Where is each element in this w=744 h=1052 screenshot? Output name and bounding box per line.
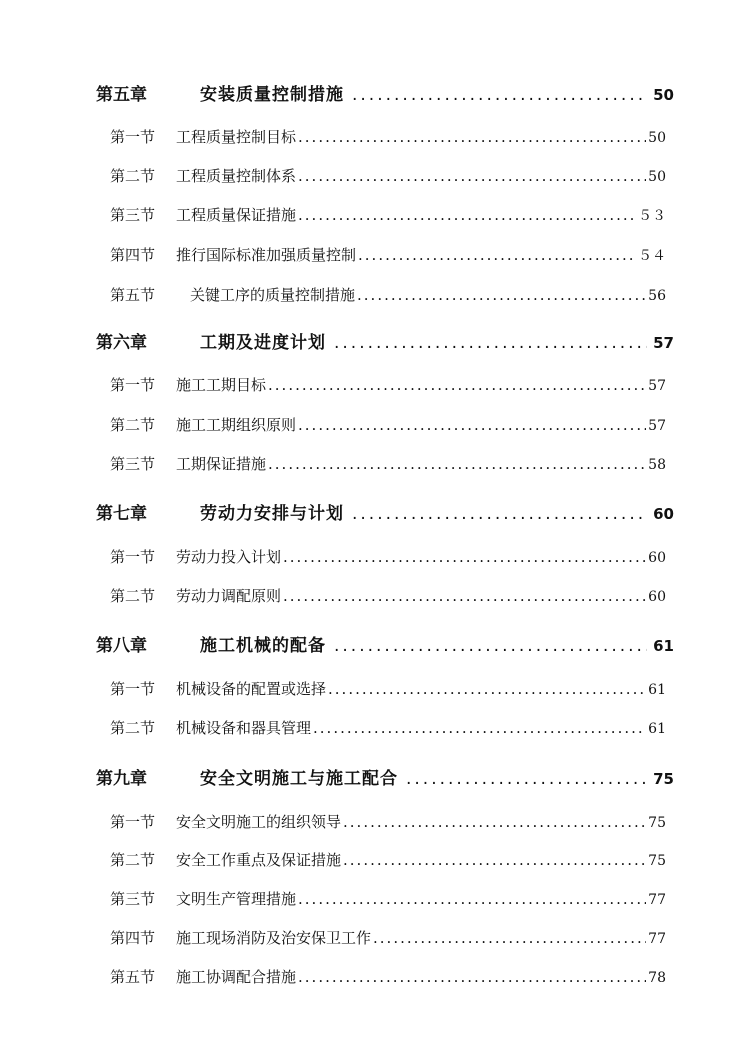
- page-number: 50: [653, 86, 674, 104]
- section-number: 第五节: [110, 286, 156, 304]
- section-number: 第三节: [110, 890, 156, 908]
- dot-leader: [352, 85, 647, 105]
- dot-leader: [298, 890, 646, 908]
- page-number: ５３: [638, 208, 666, 224]
- dot-leader: [406, 769, 647, 789]
- page-number: 61: [653, 637, 674, 655]
- chapter-number: 第八章: [96, 636, 147, 656]
- chapter-number: 第九章: [96, 769, 147, 789]
- toc-section-entry[interactable]: [110, 126, 666, 150]
- page-number: 77: [648, 931, 666, 947]
- page-number: 60: [653, 505, 674, 523]
- section-number: 第一节: [110, 128, 156, 146]
- page-number: 61: [648, 721, 666, 737]
- toc-chapter-entry[interactable]: [96, 328, 674, 354]
- page-number: 60: [648, 589, 666, 605]
- page-number: 77: [648, 892, 666, 908]
- section-number: 第二节: [110, 416, 156, 434]
- page-number: 75: [653, 770, 674, 788]
- section-title: 安全工作重点及保证措施: [176, 851, 342, 869]
- page-number: 60: [648, 550, 666, 566]
- section-title: 关键工序的质量控制措施: [190, 286, 356, 304]
- toc-section-entry[interactable]: [110, 811, 666, 835]
- page-number: 58: [648, 457, 666, 473]
- page-number: 50: [648, 169, 666, 185]
- section-number: 第一节: [110, 376, 156, 394]
- section-number: 第二节: [110, 587, 156, 605]
- section-title: 工期保证措施: [176, 455, 267, 473]
- section-number: 第二节: [110, 719, 156, 737]
- dot-leader: [283, 548, 646, 566]
- section-number: 第一节: [110, 813, 156, 831]
- chapter-title: 劳动力安排与计划: [200, 504, 344, 524]
- section-title: 工程质量保证措施: [176, 206, 297, 224]
- dot-leader: [298, 416, 646, 434]
- toc-section-entry[interactable]: [110, 546, 666, 570]
- toc-section-entry[interactable]: [110, 678, 666, 702]
- section-number: 第五节: [110, 968, 156, 986]
- chapter-title: 安装质量控制措施: [200, 85, 344, 105]
- dot-leader: [268, 455, 646, 473]
- chapter-number: 第六章: [96, 333, 147, 353]
- toc-section-entry[interactable]: [110, 165, 666, 189]
- page-number: 75: [648, 853, 666, 869]
- dot-leader: [298, 968, 646, 986]
- dot-leader: [298, 206, 636, 224]
- section-title: 工程质量控制体系: [176, 167, 297, 185]
- dot-leader: [343, 813, 646, 831]
- section-title: 推行国际标准加强质量控制: [176, 246, 357, 264]
- dot-leader: [373, 929, 646, 947]
- section-title: 机械设备的配置或选择: [176, 680, 327, 698]
- dot-leader: [268, 376, 646, 394]
- toc-section-entry[interactable]: [110, 204, 666, 228]
- dot-leader: [313, 719, 646, 737]
- section-number: 第四节: [110, 246, 156, 264]
- section-title: 安全文明施工的组织领导: [176, 813, 342, 831]
- chapter-number: 第七章: [96, 504, 147, 524]
- section-number: 第三节: [110, 455, 156, 473]
- page-number: 57: [648, 378, 666, 394]
- section-title: 劳动力投入计划: [176, 548, 282, 566]
- section-title: 工程质量控制目标: [176, 128, 297, 146]
- page-number: 57: [648, 418, 666, 434]
- page-number: 57: [653, 334, 674, 352]
- toc-chapter-entry[interactable]: [96, 499, 674, 525]
- dot-leader: [358, 246, 636, 264]
- page-number: 56: [648, 288, 666, 304]
- toc-section-entry[interactable]: [110, 374, 666, 398]
- section-title: 施工现场消防及治安保卫工作: [176, 929, 372, 947]
- toc-section-entry[interactable]: [110, 414, 666, 438]
- dot-leader: [283, 587, 646, 605]
- section-number: 第二节: [110, 851, 156, 869]
- toc-section-entry[interactable]: [110, 927, 666, 951]
- section-title: 施工工期目标: [176, 376, 267, 394]
- dot-leader: [298, 167, 646, 185]
- dot-leader: [334, 333, 647, 353]
- dot-leader: [357, 286, 646, 304]
- chapter-title: 工期及进度计划: [200, 333, 326, 353]
- section-title: 机械设备和器具管理: [176, 719, 312, 737]
- chapter-number: 第五章: [96, 85, 147, 105]
- section-title: 劳动力调配原则: [176, 587, 282, 605]
- dot-leader: [343, 851, 646, 869]
- section-title: 施工工期组织原则: [176, 416, 297, 434]
- toc-section-entry[interactable]: [110, 453, 666, 477]
- toc-section-entry[interactable]: [110, 849, 666, 873]
- chapter-title: 施工机械的配备: [200, 636, 326, 656]
- section-title: 施工协调配合措施: [176, 968, 297, 986]
- toc-section-entry[interactable]: [110, 585, 666, 609]
- toc-section-entry[interactable]: [110, 244, 666, 268]
- page-number: ５４: [638, 248, 666, 264]
- toc-section-entry[interactable]: [110, 284, 666, 308]
- page-number: 50: [648, 130, 666, 146]
- section-number: 第四节: [110, 929, 156, 947]
- section-number: 第一节: [110, 680, 156, 698]
- section-number: 第三节: [110, 206, 156, 224]
- page-number: 75: [648, 815, 666, 831]
- toc-chapter-entry[interactable]: [96, 631, 674, 657]
- toc-chapter-entry[interactable]: [96, 764, 674, 790]
- dot-leader: [352, 504, 647, 524]
- section-title: 文明生产管理措施: [176, 890, 297, 908]
- dot-leader: [334, 636, 647, 656]
- toc-section-entry[interactable]: [110, 966, 666, 990]
- dot-leader: [328, 680, 646, 698]
- section-number: 第一节: [110, 548, 156, 566]
- dot-leader: [298, 128, 646, 146]
- page-number: 78: [648, 970, 666, 986]
- toc-section-entry[interactable]: [110, 888, 666, 912]
- chapter-title: 安全文明施工与施工配合: [200, 769, 398, 789]
- toc-section-entry[interactable]: [110, 717, 666, 741]
- section-number: 第二节: [110, 167, 156, 185]
- page-number: 61: [648, 682, 666, 698]
- toc-chapter-entry[interactable]: [96, 80, 674, 106]
